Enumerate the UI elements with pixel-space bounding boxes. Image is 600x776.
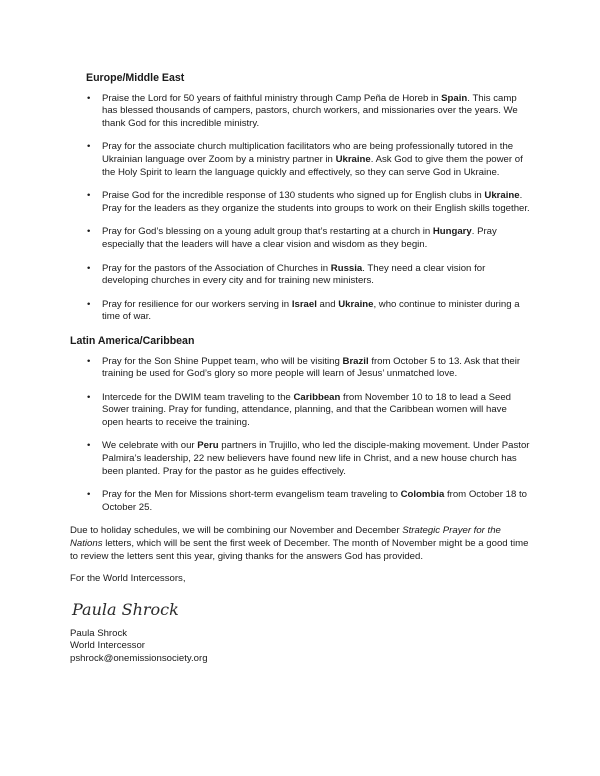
- list-item: • Pray for the pastors of the Association of Churches in Russia. They need a clear vision for developing churches in every city and for training new ministers.: [102, 263, 530, 288]
- list-item: • Praise God for the incredible response of 130 students who signed up for English clubs in Ukraine. Pray for the leaders as they organize the students into groups to work on their English skills together.: [102, 190, 530, 215]
- handwritten-signature: [70, 596, 530, 620]
- emphasis-place: Caribbean: [293, 391, 341, 403]
- emphasis-place: Ukraine: [338, 298, 374, 310]
- section-heading-europe: Europe/Middle East: [86, 72, 185, 84]
- signature-block: [70, 628, 530, 666]
- salutation: For the World Intercessors,: [70, 573, 186, 585]
- list-item: • Pray for the associate church multiplication facilitators who are being professionally tutored in the Ukrainian language over Zoom by a ministry partner in Ukraine. Ask God to give them the power of the Holy Spirit to learn the language quickly and effectively, so they can serve God in Ukraine.: [102, 141, 530, 179]
- latin-prayer-list: [70, 356, 530, 515]
- schedule-notice: Due to holiday schedules, we will be combining our November and December Strategic Prayer for the Nations letters, which will be sent the first week of December. The month of November might be a good time to review the letters sent this year, giving thanks for the answers God has provided.: [70, 525, 529, 562]
- list-item: • Pray for the Son Shine Puppet team, who will be visiting Brazil from October 5 to 13. Ask that their training be used for God’s glory so more people will learn of Jesus’ unmatched love.: [102, 356, 530, 381]
- emphasis-place: Ukraine: [335, 153, 371, 165]
- signature-drawing: [70, 596, 190, 622]
- closing-section: [70, 525, 530, 665]
- signer-title: World Intercessor: [70, 640, 145, 652]
- letter-content: [70, 72, 530, 666]
- list-item: • Praise the Lord for 50 years of faithful ministry through Camp Peña de Horeb in Spain. This camp has blessed thousands of campers, pastors, church workers, and missionaries over the years. We thank God for this incredible ministry.: [102, 93, 530, 131]
- list-item: • Intercede for the DWIM team traveling to the Caribbean from November 10 to 18 to lead a Seed Sower training. Pray for funding, attendance, planning, and that the Caribbean women will have open hearts to receive the training.: [102, 392, 530, 430]
- emphasis-title: Strategic Prayer for the Nations: [70, 525, 501, 550]
- section-heading-latin-america: Latin America/Caribbean: [70, 334, 195, 347]
- emphasis-place: Colombia: [400, 489, 445, 501]
- signature-text: Paula Shrock: [72, 599, 179, 619]
- europe-prayer-list: [70, 93, 530, 324]
- signer-name: Paula Shrock: [70, 627, 128, 639]
- list-item: • Pray for resilience for our workers serving in Israel and Ukraine, who continue to minister during a time of war.: [102, 299, 530, 324]
- emphasis-place: Spain: [441, 92, 468, 104]
- emphasis-place: Hungary: [432, 226, 472, 238]
- emphasis-place: Ukraine: [484, 190, 520, 202]
- emphasis-place: Russia: [330, 262, 363, 274]
- signer-email[interactable]: pshrock@onemissionsociety.org: [70, 653, 208, 664]
- list-item: • Pray for the Men for Missions short-term evangelism team traveling to Colombia from October 18 to October 25.: [102, 489, 530, 514]
- list-item: • Pray for God’s blessing on a young adult group that’s restarting at a church in Hungary. Pray especially that the leaders will have a clear vision and wisdom as they begin.: [102, 226, 530, 251]
- emphasis-place: Brazil: [342, 355, 369, 367]
- emphasis-place: Peru: [197, 440, 219, 452]
- list-item: • We celebrate with our Peru partners in Trujillo, who led the disciple-making movement. Under Pastor Palmira’s leadership, 22 new believers have found new life in Christ, and a new house church has been planted. Pray for the pastor as he guides effectively.: [102, 440, 530, 478]
- emphasis-place: Israel: [291, 298, 317, 310]
